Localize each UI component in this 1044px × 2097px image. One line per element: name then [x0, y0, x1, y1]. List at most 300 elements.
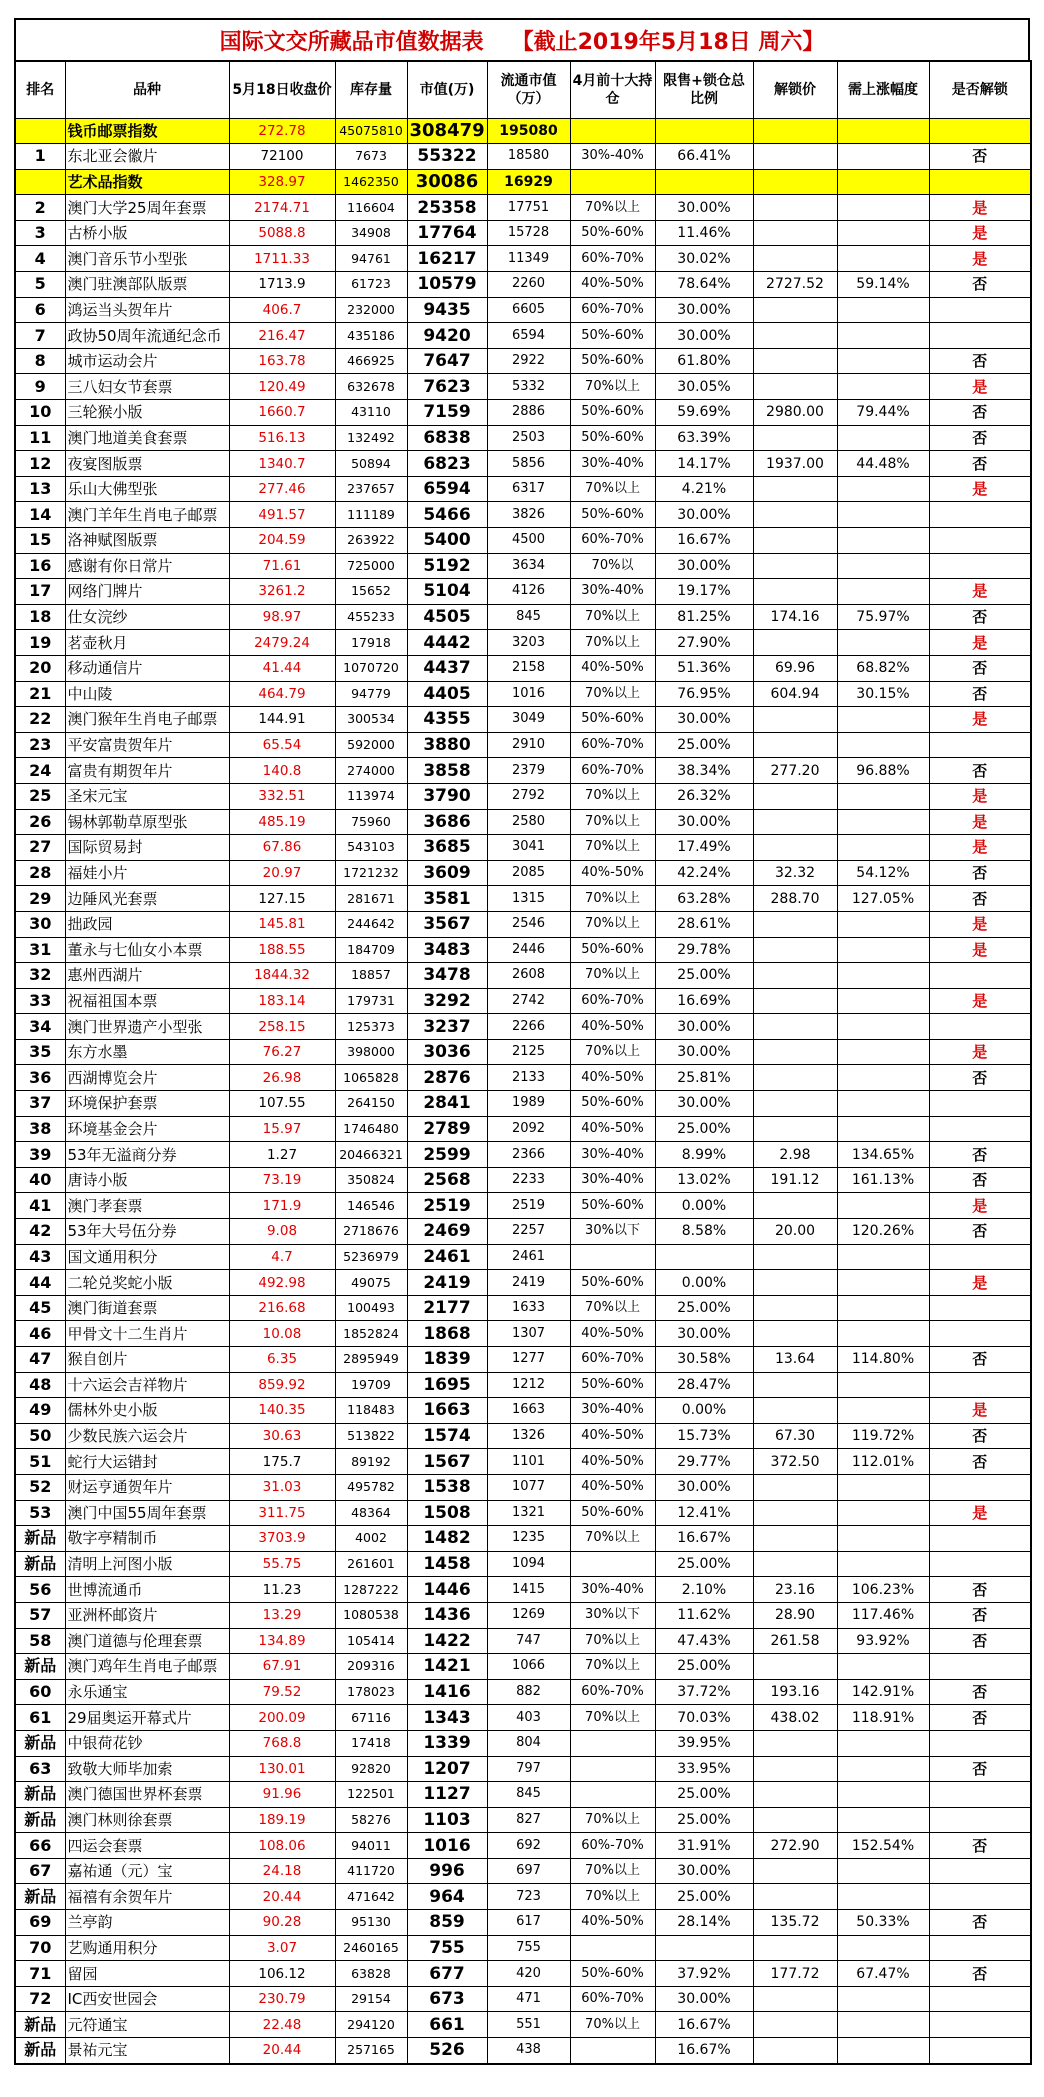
cell-circulating-cap: 551: [487, 2012, 570, 2038]
cell-locked-ratio: 38.34%: [655, 758, 753, 784]
cell-market-cap: 526: [407, 2038, 487, 2064]
cell-close: 272.78: [229, 118, 335, 144]
cell-close: 72100: [229, 144, 335, 170]
cell-market-cap: 2568: [407, 1167, 487, 1193]
cell-unlocked: [929, 2012, 1031, 2038]
cell-unlock-price: [753, 323, 837, 349]
cell-unlock-price: 191.12: [753, 1167, 837, 1193]
cell-top-holdings: 70%以上: [570, 1884, 655, 1910]
cell-unlocked: [929, 1884, 1031, 1910]
cell-close: 20.97: [229, 860, 335, 886]
cell-rank: 45: [15, 1295, 65, 1321]
cell-required-rise: [837, 963, 929, 989]
cell-unlocked: 否: [929, 1961, 1031, 1987]
cell-stock: 513822: [335, 1423, 407, 1449]
cell-locked-ratio: 30.00%: [655, 553, 753, 579]
cell-stock: 263922: [335, 528, 407, 554]
cell-unlocked: [929, 502, 1031, 528]
cell-circulating-cap: 3634: [487, 553, 570, 579]
cell-stock: 543103: [335, 835, 407, 861]
cell-required-rise: [837, 476, 929, 502]
cell-name: 仕女浣纱: [65, 604, 229, 630]
cell-required-rise: [837, 1654, 929, 1680]
cell-name: 澳门街道套票: [65, 1295, 229, 1321]
cell-close: 79.52: [229, 1679, 335, 1705]
cell-name: 乐山大佛型张: [65, 476, 229, 502]
cell-stock: 61723: [335, 272, 407, 298]
cell-unlock-price: [753, 374, 837, 400]
table-row: [15, 758, 1031, 784]
cell-close: 332.51: [229, 783, 335, 809]
cell-locked-ratio: 2.10%: [655, 1577, 753, 1603]
cell-name: 澳门地道美食套票: [65, 425, 229, 451]
cell-top-holdings: 50%-60%: [570, 1193, 655, 1219]
cell-close: 328.97: [229, 169, 335, 195]
cell-unlock-price: [753, 1884, 837, 1910]
header-name: 品种: [65, 61, 229, 118]
cell-stock: 94779: [335, 681, 407, 707]
cell-required-rise: 67.47%: [837, 1961, 929, 1987]
cell-circulating-cap: 1663: [487, 1398, 570, 1424]
cell-stock: 184709: [335, 937, 407, 963]
cell-locked-ratio: 28.47%: [655, 1372, 753, 1398]
cell-unlocked: [929, 1730, 1031, 1756]
cell-top-holdings: 70%以上: [570, 476, 655, 502]
cell-market-cap: 4437: [407, 655, 487, 681]
cell-rank: 58: [15, 1628, 65, 1654]
cell-rank: 47: [15, 1347, 65, 1373]
cell-name: 兰亭韵: [65, 1910, 229, 1936]
cell-circulating-cap: 2092: [487, 1116, 570, 1142]
cell-close: 1713.9: [229, 272, 335, 298]
cell-close: 3261.2: [229, 579, 335, 605]
cell-circulating-cap: 471: [487, 1986, 570, 2012]
cell-unlock-price: [753, 579, 837, 605]
cell-close: 311.75: [229, 1500, 335, 1526]
table-row: [15, 1858, 1031, 1884]
cell-close: 3703.9: [229, 1526, 335, 1552]
cell-unlocked: 是: [929, 1039, 1031, 1065]
table-row: [15, 707, 1031, 733]
cell-market-cap: 4355: [407, 707, 487, 733]
cell-name: 感谢有你日常片: [65, 553, 229, 579]
cell-market-cap: 55322: [407, 144, 487, 170]
cell-market-cap: 1207: [407, 1756, 487, 1782]
cell-close: 10.08: [229, 1321, 335, 1347]
cell-stock: 1065828: [335, 1065, 407, 1091]
cell-stock: 100493: [335, 1295, 407, 1321]
cell-unlock-price: [753, 1500, 837, 1526]
cell-market-cap: 1422: [407, 1628, 487, 1654]
cell-circulating-cap: 1326: [487, 1423, 570, 1449]
cell-locked-ratio: [655, 1244, 753, 1270]
table-row: [15, 1577, 1031, 1603]
cell-locked-ratio: 26.32%: [655, 783, 753, 809]
cell-rank: 25: [15, 783, 65, 809]
cell-circulating-cap: 403: [487, 1705, 570, 1731]
cell-required-rise: [837, 1551, 929, 1577]
cell-top-holdings: 60%-70%: [570, 528, 655, 554]
cell-stock: 209316: [335, 1654, 407, 1680]
cell-unlock-price: [753, 809, 837, 835]
cell-unlocked: [929, 118, 1031, 144]
cell-locked-ratio: 25.00%: [655, 963, 753, 989]
cell-close: 163.78: [229, 348, 335, 374]
cell-unlock-price: [753, 1654, 837, 1680]
cell-name: 圣宋元宝: [65, 783, 229, 809]
cell-top-holdings: 40%-50%: [570, 1321, 655, 1347]
cell-market-cap: 1343: [407, 1705, 487, 1731]
cell-unlock-price: [753, 1091, 837, 1117]
cell-name: 董永与七仙女小本票: [65, 937, 229, 963]
cell-required-rise: [837, 528, 929, 554]
cell-locked-ratio: 47.43%: [655, 1628, 753, 1654]
cell-unlocked: [929, 297, 1031, 323]
cell-name: 澳门音乐节小型张: [65, 246, 229, 272]
cell-top-holdings: 30%以下: [570, 1602, 655, 1628]
cell-unlock-price: 438.02: [753, 1705, 837, 1731]
cell-locked-ratio: 25.00%: [655, 1654, 753, 1680]
cell-required-rise: 152.54%: [837, 1833, 929, 1859]
cell-locked-ratio: 30.00%: [655, 809, 753, 835]
cell-locked-ratio: 30.00%: [655, 1091, 753, 1117]
cell-locked-ratio: 11.46%: [655, 220, 753, 246]
table-row: [15, 1116, 1031, 1142]
cell-unlock-price: 261.58: [753, 1628, 837, 1654]
cell-rank: 新品: [15, 1807, 65, 1833]
cell-locked-ratio: 15.73%: [655, 1423, 753, 1449]
table-row: [15, 783, 1031, 809]
cell-top-holdings: 50%-60%: [570, 400, 655, 426]
cell-market-cap: 5400: [407, 528, 487, 554]
cell-circulating-cap: 420: [487, 1961, 570, 1987]
cell-close: 26.98: [229, 1065, 335, 1091]
cell-circulating-cap: 11349: [487, 246, 570, 272]
cell-unlocked: [929, 2038, 1031, 2064]
cell-rank: 1: [15, 144, 65, 170]
cell-name: 澳门大学25周年套票: [65, 195, 229, 221]
cell-close: 464.79: [229, 681, 335, 707]
cell-market-cap: 1868: [407, 1321, 487, 1347]
cell-stock: 2895949: [335, 1347, 407, 1373]
cell-rank: 36: [15, 1065, 65, 1091]
cell-close: 5088.8: [229, 220, 335, 246]
cell-unlocked: 否: [929, 1910, 1031, 1936]
cell-circulating-cap: 755: [487, 1935, 570, 1961]
table-row: [15, 963, 1031, 989]
cell-stock: 75960: [335, 809, 407, 835]
cell-rank: 10: [15, 400, 65, 426]
cell-circulating-cap: 1269: [487, 1602, 570, 1628]
cell-rank: 35: [15, 1039, 65, 1065]
cell-name: 嘉祐通（元）宝: [65, 1858, 229, 1884]
cell-circulating-cap: 2608: [487, 963, 570, 989]
table-row: [15, 1423, 1031, 1449]
cell-top-holdings: 30%-40%: [570, 144, 655, 170]
cell-locked-ratio: 0.00%: [655, 1270, 753, 1296]
cell-locked-ratio: 16.67%: [655, 2012, 753, 2038]
cell-top-holdings: 60%-70%: [570, 732, 655, 758]
cell-unlock-price: 2.98: [753, 1142, 837, 1168]
cell-circulating-cap: 16929: [487, 169, 570, 195]
cell-required-rise: 118.91%: [837, 1705, 929, 1731]
cell-market-cap: 16217: [407, 246, 487, 272]
header-top-holdings: 4月前十大持仓: [570, 61, 655, 118]
cell-circulating-cap: 1101: [487, 1449, 570, 1475]
cell-top-holdings: 40%-50%: [570, 1910, 655, 1936]
table-row: [15, 348, 1031, 374]
cell-required-rise: [837, 374, 929, 400]
cell-unlock-price: [753, 1474, 837, 1500]
cell-circulating-cap: 5856: [487, 451, 570, 477]
table-row: [15, 553, 1031, 579]
cell-top-holdings: 50%-60%: [570, 707, 655, 733]
table-row: [15, 1679, 1031, 1705]
cell-market-cap: 2461: [407, 1244, 487, 1270]
cell-market-cap: 3581: [407, 886, 487, 912]
cell-close: 1340.7: [229, 451, 335, 477]
cell-stock: 179731: [335, 988, 407, 1014]
cell-name: 东方水墨: [65, 1039, 229, 1065]
cell-required-rise: 117.46%: [837, 1602, 929, 1628]
table-row: [15, 1602, 1031, 1628]
cell-locked-ratio: [655, 169, 753, 195]
cell-locked-ratio: 8.99%: [655, 1142, 753, 1168]
cell-market-cap: 3567: [407, 911, 487, 937]
cell-locked-ratio: 19.17%: [655, 579, 753, 605]
cell-rank: 51: [15, 1449, 65, 1475]
cell-unlocked: 否: [929, 886, 1031, 912]
cell-rank: 29: [15, 886, 65, 912]
table-row: [15, 630, 1031, 656]
cell-locked-ratio: 78.64%: [655, 272, 753, 298]
cell-locked-ratio: 25.00%: [655, 1295, 753, 1321]
cell-locked-ratio: 13.02%: [655, 1167, 753, 1193]
cell-market-cap: 673: [407, 1986, 487, 2012]
cell-close: 492.98: [229, 1270, 335, 1296]
cell-name: 澳门孝套票: [65, 1193, 229, 1219]
cell-unlocked: 否: [929, 604, 1031, 630]
cell-rank: 67: [15, 1858, 65, 1884]
cell-unlock-price: [753, 195, 837, 221]
table-row: [15, 1705, 1031, 1731]
cell-close: 24.18: [229, 1858, 335, 1884]
cell-close: 175.7: [229, 1449, 335, 1475]
cell-locked-ratio: 30.00%: [655, 1039, 753, 1065]
cell-top-holdings: 70%以上: [570, 1526, 655, 1552]
cell-required-rise: 30.15%: [837, 681, 929, 707]
cell-required-rise: [837, 246, 929, 272]
cell-required-rise: 119.72%: [837, 1423, 929, 1449]
cell-unlock-price: 2727.52: [753, 272, 837, 298]
cell-circulating-cap: 1235: [487, 1526, 570, 1552]
cell-top-holdings: 60%-70%: [570, 297, 655, 323]
cell-unlock-price: 174.16: [753, 604, 837, 630]
cell-rank: 19: [15, 630, 65, 656]
cell-top-holdings: 70%以上: [570, 1039, 655, 1065]
cell-stock: 122501: [335, 1782, 407, 1808]
cell-unlock-price: [753, 425, 837, 451]
header-row: [15, 61, 1031, 118]
cell-unlocked: 否: [929, 1065, 1031, 1091]
cell-close: 230.79: [229, 1986, 335, 2012]
cell-unlocked: 否: [929, 1423, 1031, 1449]
cell-locked-ratio: 39.95%: [655, 1730, 753, 1756]
cell-rank: 8: [15, 348, 65, 374]
cell-unlock-price: [753, 1295, 837, 1321]
cell-unlock-price: [753, 1014, 837, 1040]
cell-top-holdings: [570, 1935, 655, 1961]
cell-circulating-cap: 3041: [487, 835, 570, 861]
cell-circulating-cap: 845: [487, 604, 570, 630]
cell-rank: 43: [15, 1244, 65, 1270]
table-row: [15, 246, 1031, 272]
cell-required-rise: [837, 118, 929, 144]
cell-name: 三八妇女节套票: [65, 374, 229, 400]
cell-circulating-cap: 6605: [487, 297, 570, 323]
cell-circulating-cap: 15728: [487, 220, 570, 246]
cell-required-rise: 68.82%: [837, 655, 929, 681]
cell-stock: 17918: [335, 630, 407, 656]
cell-market-cap: 1416: [407, 1679, 487, 1705]
cell-name: 国文通用积分: [65, 1244, 229, 1270]
cell-top-holdings: 60%-70%: [570, 1833, 655, 1859]
cell-top-holdings: [570, 2038, 655, 2064]
cell-unlock-price: [753, 1730, 837, 1756]
cell-unlocked: 否: [929, 144, 1031, 170]
cell-top-holdings: 60%-70%: [570, 988, 655, 1014]
cell-close: 55.75: [229, 1551, 335, 1577]
cell-market-cap: 4405: [407, 681, 487, 707]
header-stock: 库存量: [335, 61, 407, 118]
cell-unlock-price: [753, 1321, 837, 1347]
cell-unlocked: 否: [929, 1679, 1031, 1705]
cell-unlock-price: [753, 963, 837, 989]
cell-market-cap: 3478: [407, 963, 487, 989]
cell-name: 移动通信片: [65, 655, 229, 681]
cell-circulating-cap: 1094: [487, 1551, 570, 1577]
table-row: [15, 195, 1031, 221]
cell-required-rise: [837, 630, 929, 656]
cell-unlocked: 是: [929, 809, 1031, 835]
cell-name: 古桥小版: [65, 220, 229, 246]
cell-stock: 1287222: [335, 1577, 407, 1603]
cell-locked-ratio: 16.67%: [655, 528, 753, 554]
cell-unlock-price: [753, 476, 837, 502]
cell-rank: 38: [15, 1116, 65, 1142]
cell-stock: 725000: [335, 553, 407, 579]
cell-circulating-cap: 797: [487, 1756, 570, 1782]
table-row: [15, 1244, 1031, 1270]
table-row: [15, 272, 1031, 298]
table-row: [15, 1014, 1031, 1040]
cell-required-rise: [837, 195, 929, 221]
cell-stock: 5236979: [335, 1244, 407, 1270]
cell-rank: 5: [15, 272, 65, 298]
cell-circulating-cap: 1066: [487, 1654, 570, 1680]
header-required-rise: 需上涨幅度: [837, 61, 929, 118]
cell-required-rise: [837, 220, 929, 246]
cell-market-cap: 1421: [407, 1654, 487, 1680]
cell-market-cap: 6823: [407, 451, 487, 477]
cell-name: 蛇行大运错封: [65, 1449, 229, 1475]
cell-top-holdings: 70%以上: [570, 1807, 655, 1833]
cell-market-cap: 3685: [407, 835, 487, 861]
table-row: [15, 1065, 1031, 1091]
cell-stock: 261601: [335, 1551, 407, 1577]
table-row: [15, 579, 1031, 605]
cell-market-cap: 25358: [407, 195, 487, 221]
cell-stock: 264150: [335, 1091, 407, 1117]
cell-unlocked: 否: [929, 400, 1031, 426]
cell-stock: 49075: [335, 1270, 407, 1296]
cell-required-rise: 54.12%: [837, 860, 929, 886]
cell-unlock-price: 372.50: [753, 1449, 837, 1475]
cell-required-rise: [837, 1782, 929, 1808]
cell-name: 艺术品指数: [65, 169, 229, 195]
cell-circulating-cap: 692: [487, 1833, 570, 1859]
cell-locked-ratio: 33.95%: [655, 1756, 753, 1782]
cell-top-holdings: 60%-70%: [570, 1347, 655, 1373]
cell-unlocked: 是: [929, 1398, 1031, 1424]
cell-stock: 7673: [335, 144, 407, 170]
cell-top-holdings: 40%-50%: [570, 1116, 655, 1142]
cell-locked-ratio: 17.49%: [655, 835, 753, 861]
cell-top-holdings: 50%-60%: [570, 220, 655, 246]
cell-unlocked: 否: [929, 860, 1031, 886]
cell-unlocked: 否: [929, 272, 1031, 298]
table-title: [14, 18, 1030, 60]
cell-market-cap: 2599: [407, 1142, 487, 1168]
cell-locked-ratio: 25.00%: [655, 1782, 753, 1808]
cell-rank: 17: [15, 579, 65, 605]
table-row: [15, 118, 1031, 144]
cell-unlock-price: [753, 528, 837, 554]
cell-unlocked: [929, 553, 1031, 579]
cell-name: 洛神赋图版票: [65, 528, 229, 554]
cell-locked-ratio: 37.92%: [655, 1961, 753, 1987]
cell-locked-ratio: 28.14%: [655, 1910, 753, 1936]
cell-required-rise: 161.13%: [837, 1167, 929, 1193]
cell-required-rise: [837, 1986, 929, 2012]
cell-name: 二轮兑奖蛇小版: [65, 1270, 229, 1296]
cell-rank: 3: [15, 220, 65, 246]
cell-top-holdings: 70%以上: [570, 886, 655, 912]
table-row: [15, 835, 1031, 861]
cell-market-cap: 1103: [407, 1807, 487, 1833]
cell-rank: 50: [15, 1423, 65, 1449]
cell-unlocked: [929, 1858, 1031, 1884]
title-date: 【截止2019年5月18日 周六】: [511, 29, 825, 55]
cell-required-rise: [837, 1526, 929, 1552]
cell-unlock-price: [753, 1372, 837, 1398]
cell-required-rise: [837, 1270, 929, 1296]
cell-locked-ratio: 30.00%: [655, 707, 753, 733]
cell-stock: 1070720: [335, 655, 407, 681]
cell-unlocked: 否: [929, 425, 1031, 451]
cell-close: 30.63: [229, 1423, 335, 1449]
cell-unlocked: 否: [929, 1577, 1031, 1603]
cell-required-rise: 79.44%: [837, 400, 929, 426]
cell-market-cap: 2519: [407, 1193, 487, 1219]
cell-rank: 56: [15, 1577, 65, 1603]
cell-circulating-cap: 2546: [487, 911, 570, 937]
cell-circulating-cap: 1989: [487, 1091, 570, 1117]
cell-locked-ratio: 25.00%: [655, 732, 753, 758]
cell-rank: 新品: [15, 1730, 65, 1756]
cell-top-holdings: 50%-60%: [570, 348, 655, 374]
table-row: [15, 1372, 1031, 1398]
